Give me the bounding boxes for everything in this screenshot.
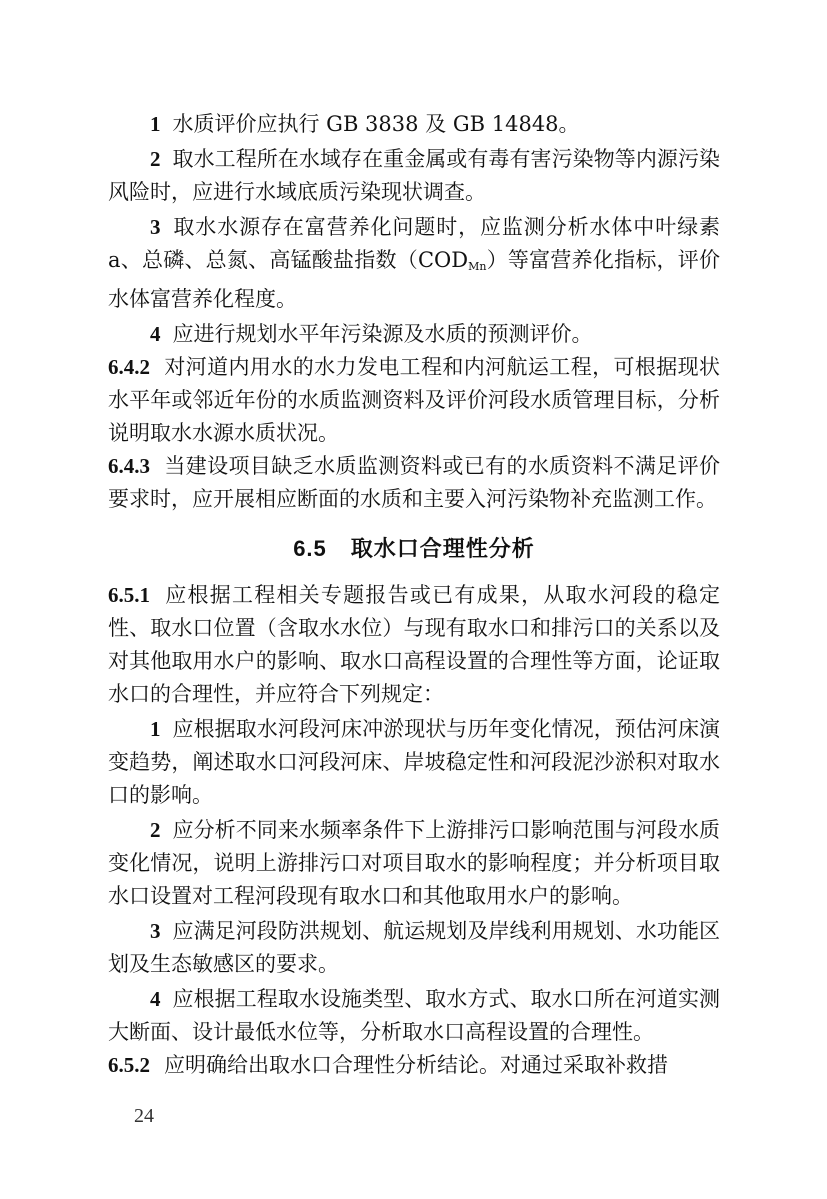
section-number: 6.5: [293, 536, 327, 561]
item-4: [108, 318, 720, 351]
item-2: [108, 143, 720, 209]
clause-number: 6.5.2: [108, 1053, 150, 1077]
clause-text: 当建设项目缺乏水质监测资料或已有的水质资料不满足评价要求时，应开展相应断面的水质和主要入河污染物补充监测工作。: [108, 454, 720, 511]
item-text: 取水水源存在富营养化问题时，应监测分析水体中叶绿素 a、总磷、总氮、高锰酸盐指数（COD: [108, 215, 720, 272]
item-number: 2: [150, 818, 161, 842]
item-number: 3: [150, 215, 161, 239]
item-number: 2: [150, 147, 161, 171]
item-number: 1: [150, 112, 161, 136]
item-text: 取水工程所在水域存在重金属或有毒有害污染物等内源污染风险时，应进行水域底质污染现状调查。: [108, 147, 720, 204]
clause-text: 应根据工程相关专题报告或已有成果，从取水河段的稳定性、取水口位置（含取水水位）与现有取水口和排污口的关系以及对其他取用水户的影响、取水口高程设置的合理性等方面，论证取水口的合理性，并应符合下列规定：: [108, 583, 720, 706]
sub-item-1: [108, 713, 720, 812]
item-number: 3: [150, 919, 161, 943]
item-text: 应根据工程取水设施类型、取水方式、取水口所在河道实测大断面、设计最低水位等，分析取水口高程设置的合理性。: [108, 987, 720, 1044]
clause-number: 6.4.2: [108, 355, 150, 379]
item-text: 应满足河段防洪规划、航运规划及岸线利用规划、水功能区划及生态敏感区的要求。: [108, 919, 720, 976]
item-1: [108, 108, 720, 141]
item-text: 应分析不同来水频率条件下上游排污口影响范围与河段水质变化情况，说明上游排污口对项目取水的影响程度；并分析项目取水口设置对工程河段现有取水口和其他取用水户的影响。: [108, 818, 720, 908]
item-text-cont: ）等富营养化指标，评价水体富营养化程度。: [108, 248, 721, 311]
sub-item-4: [108, 983, 720, 1049]
clause-text: 应明确给出取水口合理性分析结论。对通过采取补救措: [164, 1053, 668, 1077]
item-3: [108, 211, 720, 316]
sub-item-3: [108, 915, 720, 981]
subscript-mn: Mn: [468, 260, 487, 273]
item-text: 水质评价应执行 GB 3838 及 GB 14848。: [172, 112, 580, 136]
clause-number: 6.5.1: [108, 583, 150, 607]
clause-text: 对河道内用水的水力发电工程和内河航运工程，可根据现状水平年或邻近年份的水质监测资料及评价河段水质管理目标，分析说明取水水源水质状况。: [108, 355, 720, 445]
item-number: 4: [150, 987, 161, 1011]
section-title: 取水口合理性分析: [350, 537, 535, 562]
item-text: 应进行规划水平年污染源及水质的预测评价。: [172, 322, 593, 346]
clause-6-5-1: [108, 579, 720, 711]
document-page: [108, 108, 720, 1082]
clause-number: 6.4.3: [108, 454, 150, 478]
item-text: 应根据取水河段河床冲淤现状与历年变化情况，预估河床演变趋势，阐述取水口河段河床、岸坡稳定性和河段泥沙淤积对取水口的影响。: [108, 717, 720, 807]
item-number: 1: [150, 717, 161, 741]
clause-6-5-2: [108, 1049, 720, 1082]
item-number: 4: [150, 322, 161, 346]
section-heading: [108, 532, 720, 563]
clause-6-4-3: [108, 450, 720, 516]
sub-item-2: [108, 814, 720, 913]
page-number: 24: [134, 1105, 154, 1127]
clause-6-4-2: [108, 351, 720, 450]
